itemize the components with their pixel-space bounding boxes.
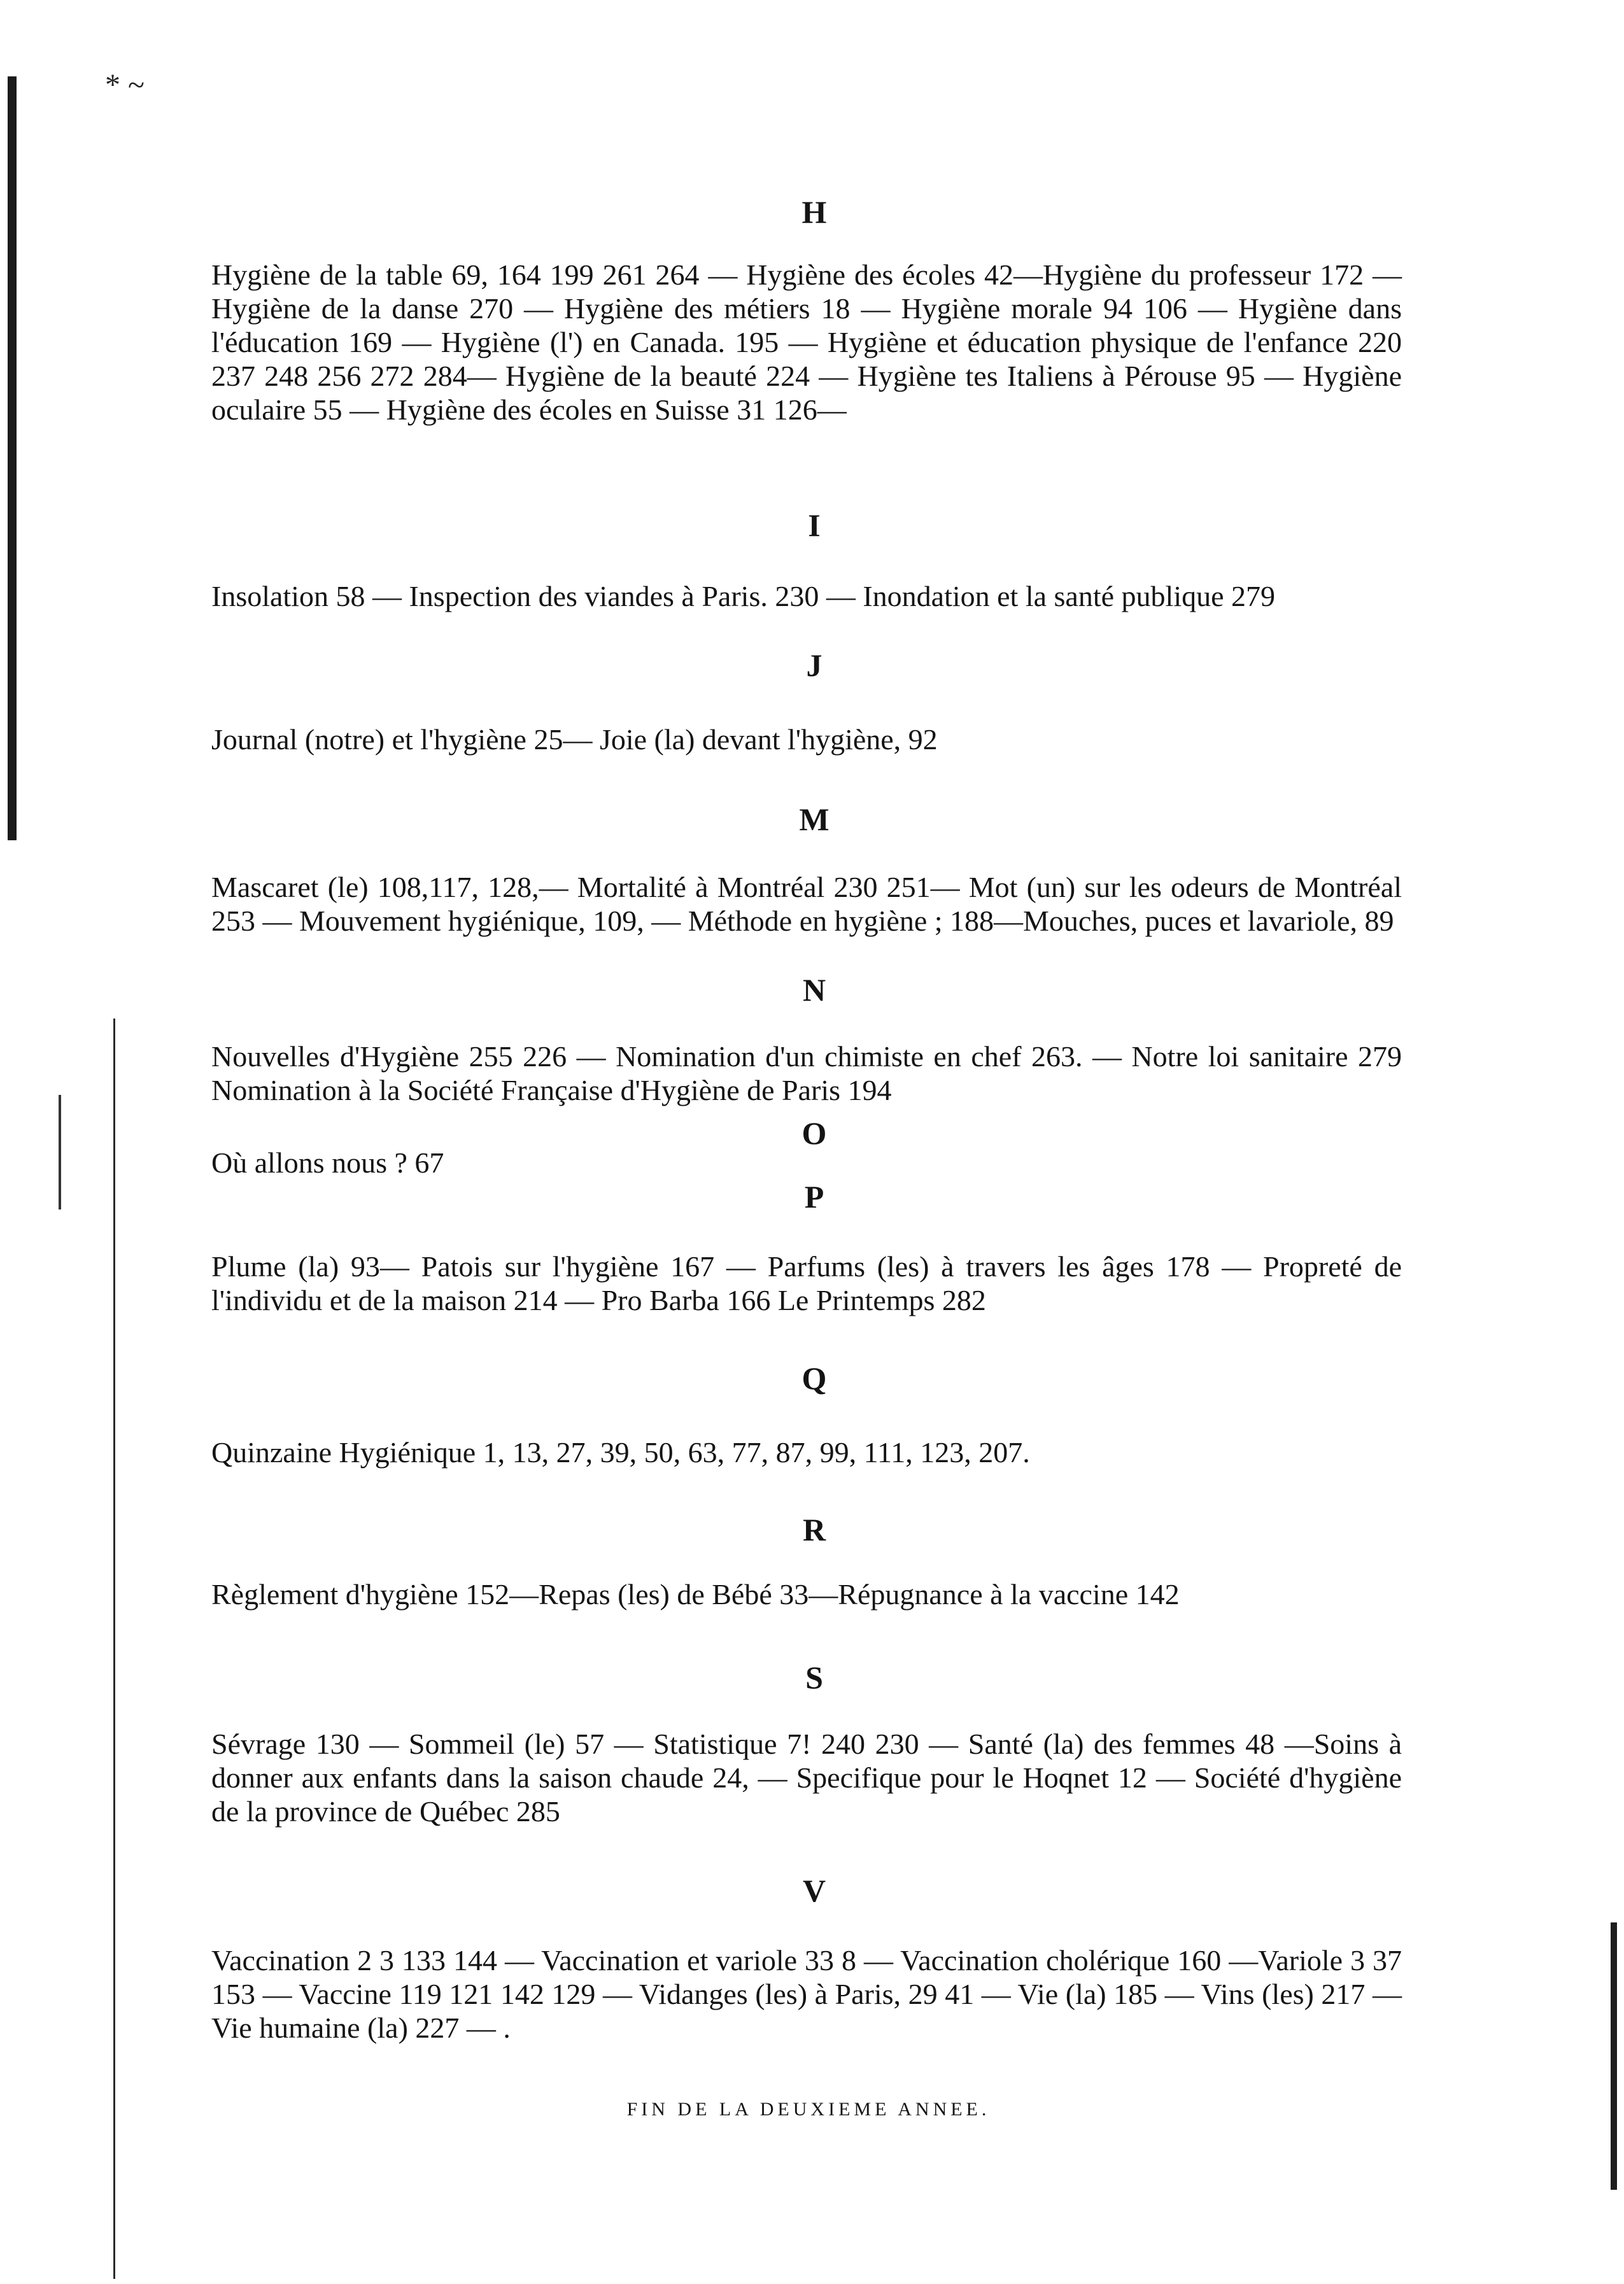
ink-smudge: * ~ [105,68,145,102]
section-letter-i: I [808,507,822,543]
index-entry-m: Mascaret (le) 108,117, 128,— Mortalité à Montréal 230 251— Mot (un) sur les odeurs de Montréal 253 — Mouvement hygiénique, 109, — Méthode en hygiène ; 188—Mouches, puces et lavariole, 89 [211,871,1402,937]
scan-edge-line [113,1019,115,2279]
index-entry-r: Règlement d'hygiène 152—Repas (les) de Bébé 33—Répugnance à la vaccine 142 [211,1578,1180,1611]
section-letter-s: S [805,1660,824,1695]
section-letter-n: N [802,972,828,1008]
index-entry-v: Vaccination 2 3 133 144 — Vaccination et variole 33 8 — Vaccination cholérique 160 —Variole 3 37 153 — Vaccine 119 121 142 129 — Vidanges (les) à Paris, 29 41 — Vie (la) 185 — Vins (les) 217 — Vie humaine (la) 227 — . [211,1944,1402,2044]
index-entry-o: Où allons nous ? 67 [211,1146,444,1179]
end-of-volume-note: FIN DE LA DEUXIEME ANNEE. [626,2099,991,2120]
index-entry-q: Quinzaine Hygiénique 1, 13, 27, 39, 50, 63, 77, 87, 99, 111, 123, 207. [211,1436,1030,1469]
section-letter-v: V [802,1873,828,1908]
section-letter-r: R [802,1512,828,1547]
section-letter-j: J [806,647,824,683]
section-letter-h: H [801,194,828,230]
index-entry-p: Plume (la) 93— Patois sur l'hygiène 167 — Parfums (les) à travers les âges 178 — Propreté de l'individu et de la maison 214 — Pro Barba 166 Le Printemps 282 [211,1250,1402,1316]
index-entry-j: Journal (notre) et l'hygiène 25— Joie (la) devant l'hygiène, 92 [211,723,938,756]
scan-edge-artifact [1611,1922,1617,2190]
section-letter-o: O [801,1115,828,1151]
section-letter-q: Q [801,1360,828,1396]
section-letter-p: P [804,1179,826,1215]
index-entry-i: Insolation 58 — Inspection des viandes à Paris. 230 — Inondation et la santé publique 279 [211,580,1276,612]
index-entry-n: Nouvelles d'Hygiène 255 226 — Nomination d'un chimiste en chef 263. — Notre loi sanitaire 279 Nomination à la Société Française d'Hygiène de Paris 194 [211,1040,1402,1106]
scan-edge-artifact [8,76,17,840]
scan-edge-line [59,1095,61,1209]
section-letter-m: M [799,801,831,837]
index-entry-h: Hygiène de la table 69, 164 199 261 264 — Hygiène des écoles 42—Hygiène du professeur 172 — Hygiène de la danse 270 — Hygiène des métiers 18 — Hygiène morale 94 106 — Hygiène dans l'éducation 169 — Hygiène (l') en Canada. 195 — Hygiène et éducation physique de l'enfance 220 237 248 256 272 284— Hygiène de la beauté 224 — Hygiène tes Italiens à Pérouse 95 — Hygiène oculaire 55 — Hygiène des écoles en Suisse 31 126— [211,258,1402,426]
index-entry-s: Sévrage 130 — Sommeil (le) 57 — Statistique 7! 240 230 — Santé (la) des femmes 48 —Soins à donner aux enfants dans la saison chaude 24, — Specifique pour le Hoqnet 12 — Société d'hygiène de la province de Québec 285 [211,1728,1402,1828]
